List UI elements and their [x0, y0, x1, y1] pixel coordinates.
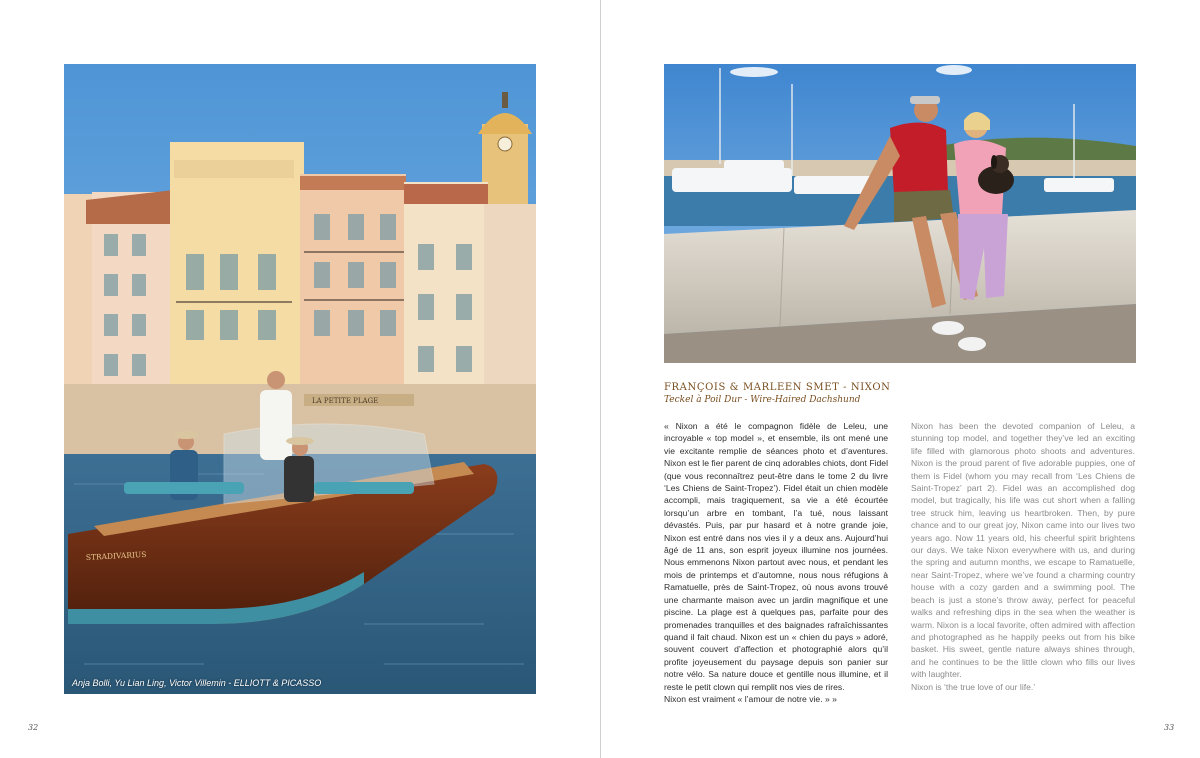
boat-scene-illustration: [64, 64, 536, 694]
french-paragraph: « Nixon a été le compagnon fidèle de Leleu, une incroyable « top model », et ensemble, ils ont mené une vie excitante remplie de séances photo et d’aventures. Nixon est le fier parent de cinq adorables chiots, dont Fidel (que vous reconnaîtrez peut-être dans le tome 2 du livre ‘Les Chiens de Saint-Tropez’). Fidel était un chien modèle accompli, mais tragiquement, sa vie a été écourtée lorsqu’un arbre en tombant, l’a tué, nous laissant dévastés. Puis, par pur hasard et à notre grande joie, Nixon est entré dans nos vies il y a deux ans. Aujourd’hui âgé de 11 ans, son esprit joyeux illumine nos journées. Nous emmenons Nixon partout avec nous, et pendant les mois de printemps et d’automne, nous nous réfugions à Ramatuelle, près de Saint-Tropez, où nous avons trouvé une charmante maison avec un jardin magnifique et une piscine. La plage est à quelques pas, parfaite pour des promenades tranquilles et des baignades rafraîchissantes quand il fait chaud. Nixon est un « chien du pays » adoré, souvent couvert d’affection et photographié alors qu’il profite joyeusement du paysage depuis son panier sur notre vélo. Sa nature douce et gentille nous illumine, et il reste le petit clown qui remplit nos vies de rires.: [664, 421, 888, 692]
photo-credit: Anja Bolli, Yu Lian Ling, Victor Villemin - ELLIOTT & PICASSO: [72, 678, 322, 688]
harbor-scene-illustration: [664, 64, 1136, 363]
couple-photo: [664, 64, 1136, 363]
french-text-column: [664, 420, 888, 705]
boat-name: STRADIVARIUS: [85, 549, 147, 562]
boat-photo: [64, 64, 536, 694]
feature-title: FRANÇOIS & MARLEEN SMET - NIXON: [664, 382, 891, 393]
english-paragraph: Nixon has been the devoted companion of Leleu, a stunning top model, and together they’ve led an exciting life filled with glamorous photo shoots and adventures. Nixon is the proud parent of five adorable puppies, one of them is Fidel (whom you may recall from ‘Les Chiens de Saint-Tropez’ part 2). Fidel was an accomplished dog model, but tragically, his life was cut short when a falling tree struck him, leaving us heartbroken. Then, by pure chance and to our great joy, Nixon came into our lives two years ago. Now 11 years old, his cheerful spirit brightens our days. We take Nixon everywhere with us, and during the spring and autumn months, we escape to Ramatuelle, near Saint-Tropez, where we’ve found a charming country house with a cozy garden and a swimming pool. The beach is just a stone’s throw away, perfect for peaceful walks and refreshing dips in the sea when the weather is warm. Nixon is a local favorite, often admired with affection and photographed as he happily peeks out from his bike basket. His sweet, gentle nature always shines through, and he continues to be the little clown who fills our lives with laughter.: [911, 421, 1135, 680]
page-number-right: 33: [1164, 723, 1175, 732]
feature-subtitle: Teckel à Poil Dur - Wire-Haired Dachshund: [664, 395, 861, 405]
english-paragraph: Nixon is ‘the true love of our life.’: [911, 681, 1036, 692]
page-number-left: 32: [28, 723, 39, 732]
french-paragraph: Nixon est vraiment « l’amour de notre vie. » »: [664, 693, 837, 704]
right-page: [601, 0, 1200, 758]
english-text-column: [911, 420, 1135, 693]
storefront-sign: LA PETITE PLAGE: [312, 397, 379, 405]
